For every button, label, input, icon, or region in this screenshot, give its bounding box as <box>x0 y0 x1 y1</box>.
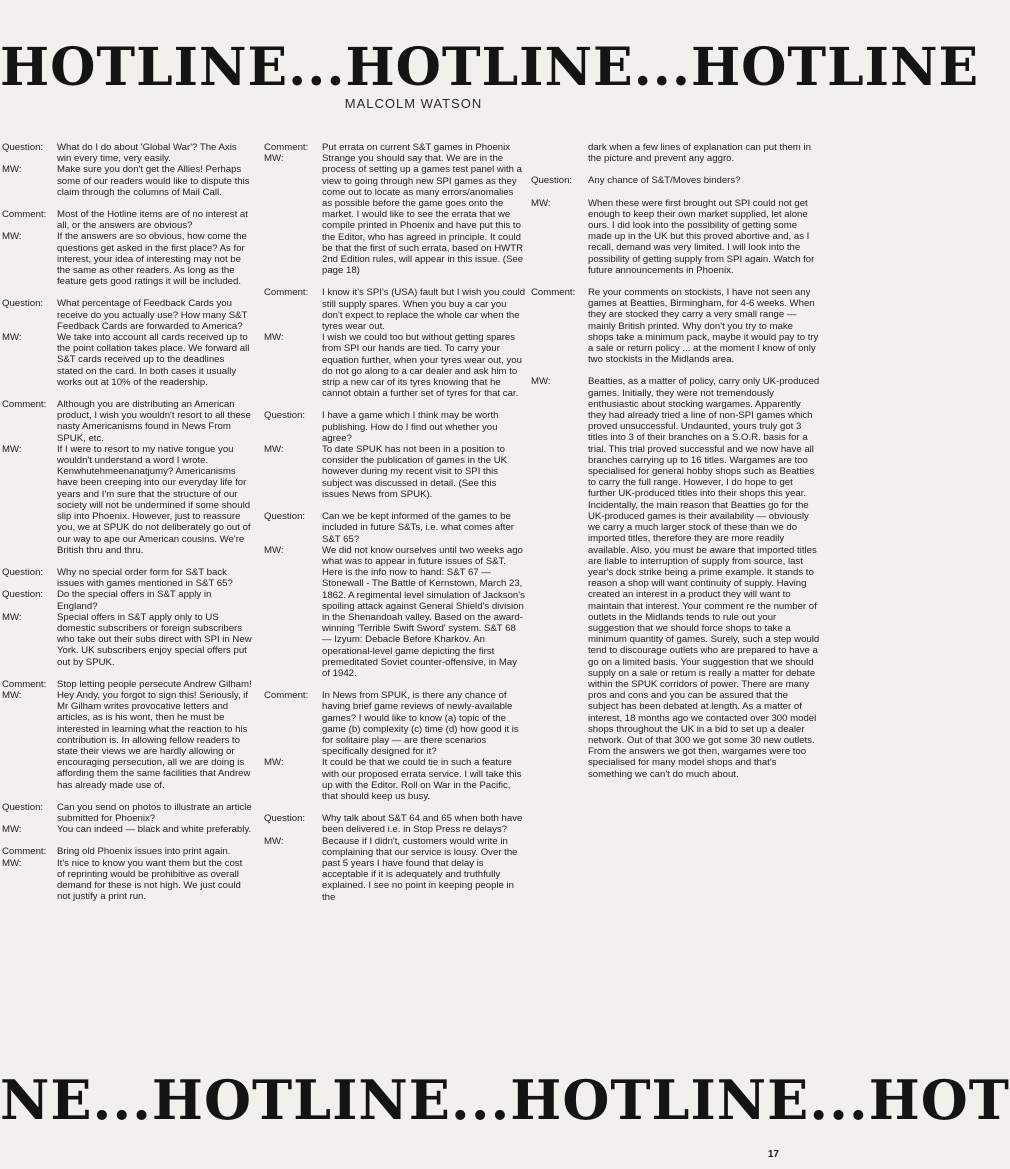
entry-spacer <box>264 802 526 813</box>
entry-spacer <box>2 556 252 567</box>
hotline-banner-top: HOTLINE...HOTLINE...HOTLINE <box>0 37 980 98</box>
entry-text: Do the special offers in S&T apply in England? <box>57 589 212 612</box>
entry-text: Re your comments on stockists, I have not seen any games at Beatties, Birmingham, for 4-6 weeks. When they are stocked they carry a very small range — mainly British printed. Why don't you try to make shops take a minimum pack, maybe it would pay to try a sale or return policy ... at the moment I know of only two stockists in the Midlands area. <box>588 287 819 366</box>
entry-spacer <box>2 668 252 679</box>
speaker-label: Comment: <box>531 287 576 299</box>
qa-entry <box>264 836 526 903</box>
qa-entry <box>2 298 252 332</box>
entry-text: We take into account all cards received up to the point collation takes place. We forward all S&T cards received up to the deadlines stated on the card. In both cases it usually works out at 10% of the readership. <box>57 332 250 388</box>
speaker-label: MW: <box>264 444 284 456</box>
speaker-label: Question: <box>2 566 44 578</box>
entry-text: Bring old Phoenix issues into print again. <box>57 846 231 858</box>
qa-entry <box>2 679 252 690</box>
entry-text: When these were first brought out SPI could not get enough to keep their own market supplied, let alone ours. I did look into the possibility of getting some made up in the UK but this proved abortive and, as I recall, demand was very limited. I will look into the possibility of getting supply from SPI again. Watch for future announcements in Phoenix. <box>588 197 815 276</box>
speaker-label: Question: <box>531 175 573 187</box>
qa-entry <box>264 757 526 802</box>
entry-spacer <box>264 399 526 410</box>
qa-entry <box>2 690 252 791</box>
speaker-label: MW: <box>2 164 22 176</box>
qa-entry <box>264 153 526 276</box>
entry-text: It could be that we could tie in such a feature with our proposed errata service. I will take this up with the Editor. Roll on War in the Pacific, that should keep us busy. <box>322 757 522 802</box>
speaker-label: MW: <box>2 231 22 243</box>
entry-text: Stop letting people persecute Andrew Gilham! <box>57 678 252 690</box>
qa-entry <box>2 231 252 287</box>
hotline-banner-bottom: NE...HOTLINE...HOTLINE...HOT <box>0 1068 1010 1132</box>
speaker-label: Comment: <box>2 678 47 690</box>
speaker-label <box>531 142 588 164</box>
entry-text: Put errata on current S&T games in Phoenix <box>322 142 511 153</box>
speaker-label: MW: <box>2 824 22 836</box>
entry-text: Why no special order form for S&T back issues with games mentioned in S&T 65? <box>57 566 233 590</box>
speaker-label: Question: <box>2 801 44 813</box>
qa-entry <box>531 376 821 779</box>
speaker-label: Comment: <box>2 846 47 858</box>
entry-text: What percentage of Feedback Cards you receive do you actually use? How many S&T Feedback Cards are forwarded to America? <box>57 298 248 332</box>
speaker-label: MW: <box>531 197 551 209</box>
column-3 <box>531 142 821 780</box>
speaker-label: Question: <box>2 142 44 153</box>
speaker-label: MW: <box>264 757 284 769</box>
entry-text: Why talk about S&T 64 and 65 when both have been delivered i.e. in Stop Press re delays? <box>322 813 523 836</box>
entry-spacer <box>531 276 821 287</box>
entry-text: If the answers are so obvious, how come the questions get asked in the first place? As for interest, your idea of interesting may not be the same as other readers. As long as the feature gets good ratings it will be included. <box>57 231 247 288</box>
speaker-label: Question: <box>264 410 306 422</box>
qa-entry <box>264 690 526 757</box>
entry-text: What do I do about 'Global War'? The Axis win every time, very easily. <box>57 142 237 165</box>
entry-spacer <box>2 791 252 802</box>
speaker-label: Question: <box>2 298 44 310</box>
entry-text: Although you are distributing an American product, I wish you wouldn't resort to all these nasty Americanisms found in News From SPUK, etc. <box>57 399 251 444</box>
speaker-label: Comment: <box>2 399 47 411</box>
qa-entry <box>264 813 526 835</box>
entry-text: In News from SPUK, is there any chance of having brief game reviews of newly-available games? I would like to know (a) topic of the game (b) complexity (c) time (d) how good it is for solitaire play — are there scenarios specifically designed for it? <box>322 690 519 758</box>
qa-entry <box>264 511 526 545</box>
speaker-label: MW: <box>264 835 284 847</box>
entry-text: Can you send on photos to illustrate an article submitted for Phoenix? <box>57 801 252 824</box>
page-number: 17 <box>767 1149 779 1160</box>
speaker-label: Comment: <box>264 287 309 299</box>
qa-entry <box>2 164 252 198</box>
speaker-label: MW: <box>264 544 284 556</box>
qa-entry <box>264 287 526 332</box>
entry-spacer <box>2 198 252 209</box>
entry-text: I know it's SPI's (USA) fault but I wish you could still supply spares. When you buy a car you don't expect to replace the whole car when the tyres wear out. <box>322 287 526 333</box>
qa-entry <box>2 567 252 589</box>
entry-text: dark when a few lines of explanation can put them in the picture and prevent any aggro. <box>588 142 811 165</box>
entry-text: I wish we could too but without getting spares from SPI our hands are tied. To carry your equation further, when your tyres wear out, you do not go along to a car dealer and ask him to strip a new car of its tyres knowing that he cannot obtain a further set of tyres for that car. <box>322 332 522 400</box>
qa-entry <box>2 399 252 444</box>
qa-entry <box>531 198 821 276</box>
entry-spacer <box>2 287 252 298</box>
speaker-label: Comment: <box>2 209 47 221</box>
speaker-label: MW: <box>2 443 22 455</box>
entry-text: Strange you should say that. We are in the process of setting up a games test panel with a view to going through new SPI games as they come out to locate as many errors/anomalies as possible before the game goes onto the market. I would like to see the errata that we compile printed in Phoenix and have put this to the Editor, who has agreed in principle. It could be that the first of such errata, based on HWTR 2nd Edition rules, will appear in this issue. (See page 18) <box>322 153 524 277</box>
column-2 <box>264 142 526 903</box>
qa-entry <box>2 209 252 231</box>
qa-entry <box>2 612 252 668</box>
entry-spacer <box>264 679 526 690</box>
entry-spacer <box>2 835 252 846</box>
entry-text: Can we be kept informed of the games to be included in future S&Ts, i.e. what comes after S&T 65? <box>322 511 514 545</box>
qa-entry <box>531 142 821 164</box>
entry-text: Because if I didn't, customers would write in complaining that our service is lousy. Over the past 5 years I have found that delay is acceptable if it is adequately and truthfully explained. I see no point in keeping people in the <box>322 835 518 903</box>
speaker-label: MW: <box>2 689 22 701</box>
qa-entry <box>2 858 252 903</box>
speaker-label: MW: <box>2 332 22 344</box>
entry-text: You can indeed — black and white preferably. <box>57 824 252 836</box>
speaker-label: MW: <box>531 376 551 388</box>
speaker-label: Question: <box>264 511 306 523</box>
entry-text: Make sure you don't get the Allies! Perhaps some of our readers would like to dispute this claim through the columns of Mail Call. <box>57 164 250 198</box>
entry-spacer <box>264 276 526 287</box>
qa-entry <box>2 332 252 388</box>
entry-spacer <box>531 365 821 376</box>
qa-entry <box>2 802 252 824</box>
qa-entry <box>2 846 252 857</box>
qa-entry <box>264 444 526 500</box>
qa-entry <box>264 332 526 399</box>
entry-text: Special offers in S&T apply only to US domestic subscribers or foreign subscribers who take out their subs direct with SPI in New York. UK subscribers enjoy special offers put out by SPUK. <box>57 611 252 668</box>
qa-entry <box>2 824 252 835</box>
entry-text: Beatties, as a matter of policy, carry only UK-produced games. Initially, they were not tremendously enthusiastic about stocking wargames. Apparently they had already tried a line of non-SPI games which proved unsuccessful. Undaunted, yours truly got 3 titles into 3 of their branches on a S.O.R. basis for a trial. This trial proved successful and we now have all branches carrying up to 16 titles. Wargames are too specialised for general hobby shops such as Beatties to carry the full range. However, I do hope to get further UK-produced titles into their shops this year. Incidentally, the main reason that Beatties go for the UK-produced games is their availability — obviously we carry a much larger stock of these than we do imported titles, therefore they are more readily available. Also, you must be aware that imported titles are liable to interruption of supply from source, last year's dock strike being a prime example. It stands to reason a shop will want continuity of supply. Having created an interest in a product they will want to maintain that interest. Your comment re the number of outlets in the Midlands tends to rule out your suggestion that we should force shops to take a minimum quantity of games. Surely, such a step would tend to discourage outlets who are prepared to have a go on a limited basis. Your suggestion that we should supply on a sale or return is really a matter for debate within the SPUK corridors of power. There are many pros and cons and you can be assured that the subject has been debated at length. As a matter of interest, 18 months ago we contacted over 300 model shops throughout the UK in a bid to set up a dealer network. Out of that 300 we got some 30 new outlets. From the answers we got then, wargames were too specialised for many model shops and that's something we can't do much about. <box>588 376 820 780</box>
qa-entry <box>264 410 526 444</box>
speaker-label: Question: <box>2 589 44 601</box>
qa-entry <box>2 589 252 611</box>
speaker-label: Comment: <box>264 142 309 153</box>
speaker-label: Comment: <box>264 690 309 702</box>
qa-entry <box>2 444 252 556</box>
entry-spacer <box>264 500 526 511</box>
entry-text: If I were to resort to my native tongue you wouldn't understand a word I wrote. Kenwhutehmeenanatjumy? Americanisms have been creeping into our everyday life for years and I'm sure that the structure of our society will not be undermined if some should slip into Phoenix. However, just to reassure you, we at SPUK do not deliberately go out of our way to ape our American cousins. We're British thru and thru. <box>57 443 251 556</box>
qa-entry <box>264 545 526 679</box>
entry-text: It's nice to know you want them but the cost of reprinting would be prohibitive as overall demand for these is not high. We just could not justify a print run. <box>57 857 243 903</box>
entry-text: To date SPUK has not been in a position to consider the publication of games in the UK however during my recent visit to SPI this subject was discussed in detail. (See this issues News from SPUK). <box>322 444 508 500</box>
entry-spacer <box>531 164 821 175</box>
entry-text: I have a game which I think may be worth publishing. How do I find out whether you agree? <box>322 410 499 444</box>
speaker-label: Question: <box>264 813 306 825</box>
entry-spacer <box>531 187 821 198</box>
entry-text: Hey Andy, you forgot to sign this! Seriously, if Mr Gilham writes provocative letters and articles, as is his wont, then he must be interested in learning what the reaction to his contribution is. In allowing fellow readers to state their views we are hardly allowing or encouraging persecution, all we are doing is affording them the same facilities that Andrew has already made use of. <box>57 689 251 791</box>
speaker-label: MW: <box>264 332 284 344</box>
qa-entry <box>531 287 821 365</box>
qa-entry <box>531 175 821 186</box>
qa-entry <box>264 142 526 153</box>
speaker-label: MW: <box>264 153 284 165</box>
speaker-label: MW: <box>2 611 22 623</box>
entry-text: We did not know ourselves until two weeks ago what was to appear in future issues of S&T. Here is the info now to hand: S&T 67 — Stonewall - The Battle of Kernstown, March 23, 1862. A regimental level simulation of Jackson's spoiling attack against General Shield's division in the Shenandoah valley. Based on the award-winning 'Terrible Swift Sword' system. S&T 68 — Izyum: Debacle Before Kharkov. An operational-level game depicting the first premeditated Soviet counter-offensive, in May of 1942. <box>322 544 525 679</box>
entry-spacer <box>2 388 252 399</box>
column-1 <box>2 142 252 902</box>
entry-text: Most of the Hotline items are of no interest at all, or the answers are obvious? <box>57 209 248 232</box>
speaker-label: MW: <box>2 857 22 869</box>
author-byline: MALCOLM WATSON <box>344 96 483 111</box>
entry-text: Any chance of S&T/Moves binders? <box>588 175 741 187</box>
qa-entry <box>2 142 252 164</box>
